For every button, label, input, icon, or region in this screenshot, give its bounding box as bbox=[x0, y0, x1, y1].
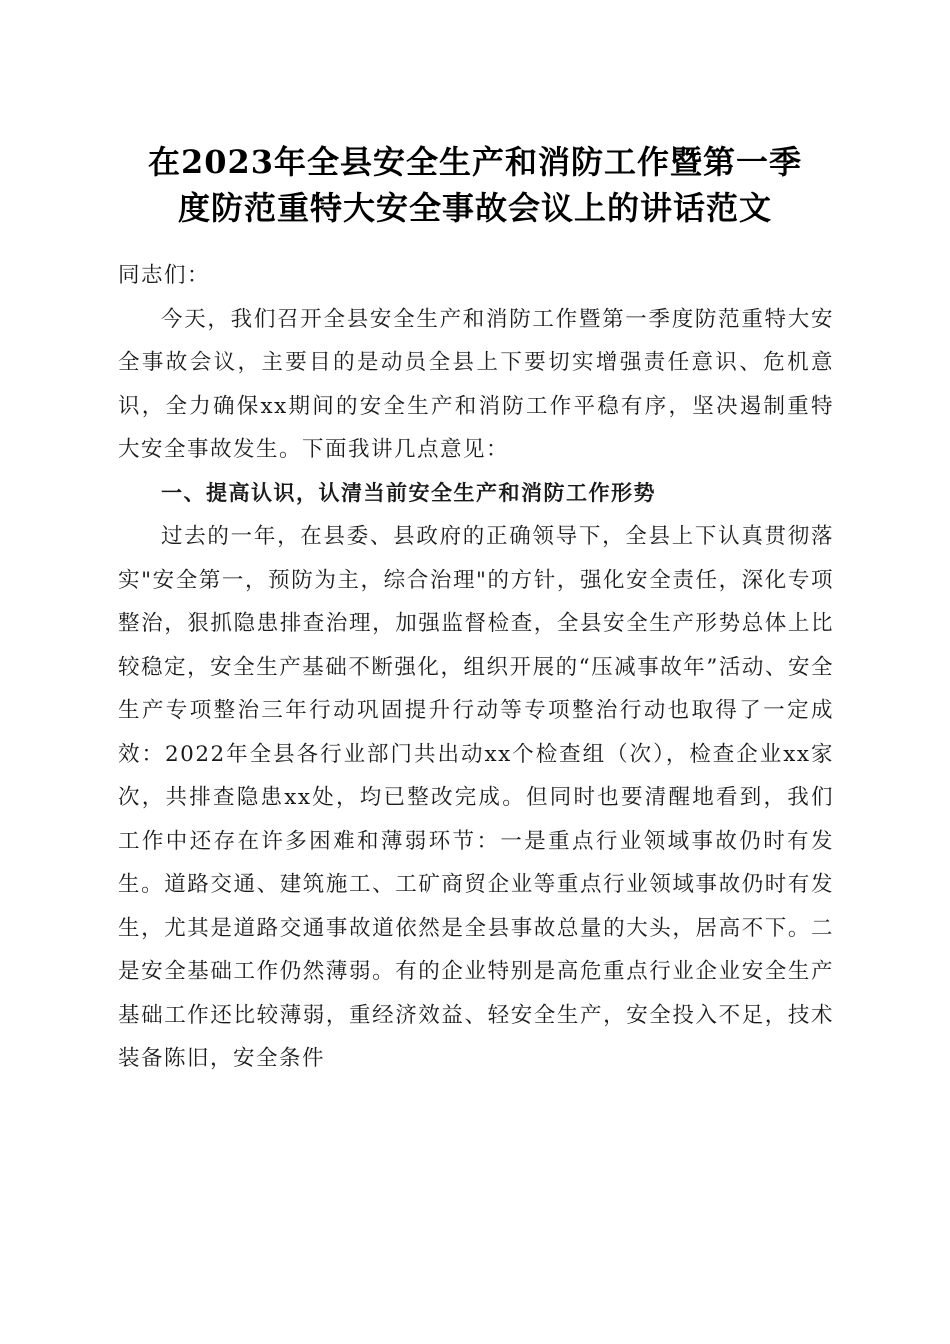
intro-paragraph: 今天，我们召开全县安全生产和消防工作暨第一季度防范重特大安全事故会议，主要目的是动员全县上下要切实增强责任意识、危机意识，全力确保xx期间的安全生产和消防工作平稳有序，坚决遏制重特大安全事故发生。下面我讲几点意见： bbox=[118, 306, 834, 462]
document-body bbox=[118, 254, 834, 1081]
title-line-2: 度防范重特大安全事故会议上的讲话范文 bbox=[177, 189, 772, 227]
body-paragraph: 过去的一年，在县委、县政府的正确领导下，全县上下认真贯彻落实"安全第一，预防为主，综合治理"的方针，强化安全责任，深化专项整治，狠抓隐患排查治理，加强监督检查，全县安全生产形势总体上比较稳定，安全生产基础不断强化，组织开展的“压减事故年”活动、安全生产专项整治三年行动巩固提升行动等专项整治行动也取得了一定成效：2022年全县各行业部门共出动xx个检查组（次），检查企业xx家次，共排查隐患xx处，均已整改完成。但同时也要清醒地看到，我们工作中还存在许多困难和薄弱环节：一是重点行业领域事故仍时有发生。道路交通、建筑施工、工矿商贸企业等重点行业领域事故仍时有发生，尤其是道路交通事故道依然是全县事故总量的大头，居高不下。二是安全基础工作仍然薄弱。有的企业特别是高危重点行业企业安全生产基础工作还比较薄弱，重经济效益、轻安全生产，安全投入不足，技术装备陈旧，安全条件 bbox=[118, 524, 834, 1071]
salutation: 同志们： bbox=[118, 263, 211, 288]
title-line-1: 在2023年全县安全生产和消防工作暨第一季 bbox=[147, 143, 803, 181]
document-title bbox=[100, 139, 850, 231]
section-heading-1: 一、提高认识，认清当前安全生产和消防工作形势 bbox=[161, 480, 656, 505]
